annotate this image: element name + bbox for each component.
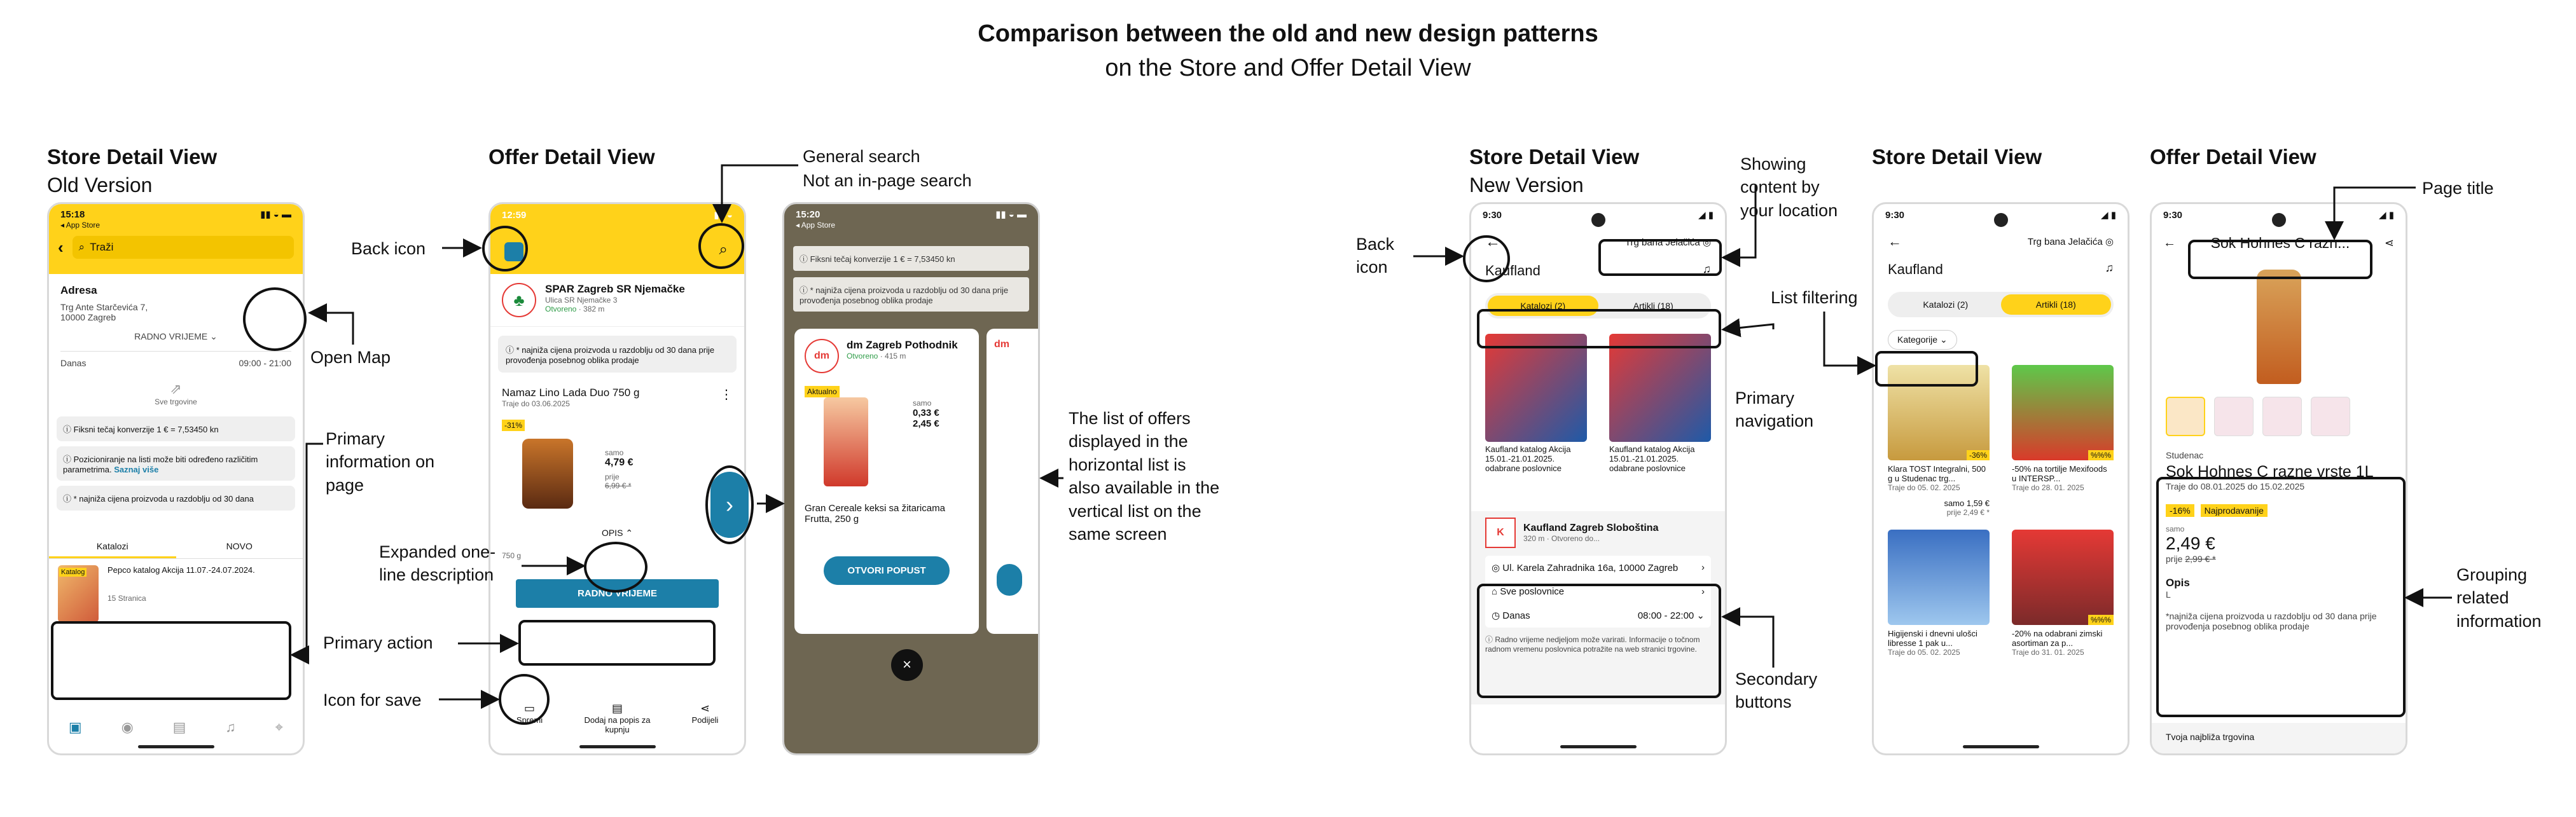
tab-catalogs[interactable]: Katalozi (2) [1923, 299, 1969, 310]
home-indicator [138, 745, 214, 748]
status-time: 15:18 [60, 209, 85, 220]
tab-catalogs[interactable]: Katalozi [49, 536, 176, 558]
store-title: Kaufland [1888, 261, 1943, 277]
arrow-primary-nav [1725, 324, 1773, 329]
product-valid: Traje do 05. 02. 2025 [1888, 648, 1960, 657]
arrow-secondary-buttons [1725, 617, 1773, 668]
diagram-subtitle: on the Store and Offer Detail View [1105, 55, 1471, 81]
address-row[interactable] [1485, 556, 1711, 580]
back-arrow-icon[interactable]: ← [2163, 236, 2176, 250]
more-icon[interactable]: ⋮ [720, 388, 733, 402]
share-button[interactable] [677, 702, 734, 734]
info-card-1: ⓘ Fiksni tečaj konverzije 1 € = 7,53450 kn [793, 246, 1029, 271]
opening-hours-button[interactable]: RADNO VRIJEME [516, 579, 719, 608]
product-name: -20% na odabrani zimski asortiman za p... [2012, 629, 2103, 648]
address-line-2: 10000 Zagreb [60, 312, 116, 322]
info-text-3: * najniža cijena proizvoda u razdoblju od 30 dana [73, 494, 254, 504]
price-only-label: samo [913, 399, 932, 408]
tab-new[interactable]: NOVO [226, 541, 253, 551]
home-indicator [579, 745, 656, 748]
list-icon[interactable]: ▤ [172, 719, 186, 735]
search-icon: ⌕ [78, 241, 85, 253]
gallery-thumb-3[interactable] [2262, 397, 2302, 436]
back-arrow-icon[interactable]: ← [1485, 233, 1500, 251]
status-time: 9:30 [1483, 209, 1502, 221]
discount-badge: -31% [502, 420, 525, 431]
description-value: L [2166, 589, 2171, 600]
chevron-right-icon: › [1701, 586, 1705, 597]
status-icons: ▮▮ ◒ [714, 210, 733, 221]
discount-badge: %%% [2088, 450, 2114, 460]
highlight-location [1598, 239, 1722, 276]
store-title: Kaufland [1485, 263, 1541, 278]
product-image [2012, 530, 2114, 625]
catalog-thumbnail [1485, 334, 1587, 442]
gallery-thumb-1[interactable] [2166, 397, 2205, 436]
today-hours: 09:00 - 21:00 [239, 358, 291, 368]
location-selector[interactable] [2028, 236, 2114, 247]
store-open-status: Otvoreno [847, 352, 878, 360]
store-distance: 415 m [885, 352, 906, 360]
catalog-title: Kaufland katalog Akcija 15.01.-21.01.2025. odabrane poslovnice [1609, 444, 1695, 473]
highlight-primary-action [518, 620, 716, 666]
clock-icon: ◷ [1492, 610, 1500, 621]
bestseller-badge: Najprodavanije [2201, 504, 2268, 517]
status-icons: ◢ ▮ [1698, 210, 1714, 221]
highlight-open-map [243, 287, 307, 351]
highlight-secondary-buttons [1477, 584, 1721, 698]
old-price-label: prije [2166, 554, 2183, 564]
discount-badge: %%% [2088, 615, 2114, 625]
tab-catalogs[interactable]: Katalozi (2) [1488, 296, 1598, 316]
chevron-down-icon: ⌄ [210, 331, 218, 341]
page-title: Sok Hohnes C razn... [2210, 235, 2350, 251]
diagram-title: Comparison between the old and new design patterns [978, 20, 1598, 47]
product-name: -50% na tortilje Mexifoods u INTERSP... [2012, 464, 2107, 483]
chevron-right-icon: › [1701, 562, 1705, 573]
home-icon[interactable]: ▣ [68, 719, 82, 735]
status-icons: ▮▮ ◒ ▬ [995, 209, 1027, 220]
today-label: Danas [60, 358, 87, 368]
highlight-page-title [2188, 240, 2372, 279]
home-indicator [1963, 745, 2039, 748]
discount-badge: -16% [2166, 504, 2194, 517]
store-name: dm Zagreb Pothodnik [847, 339, 958, 351]
calendar-icon: ▭ [523, 702, 535, 715]
address-line-1: Trg Ante Starčevića 7, [60, 302, 148, 312]
old-price: 6,99 € * [605, 481, 632, 490]
location-pin-icon: ◎ [2105, 237, 2114, 247]
search-placeholder: Traži [90, 241, 114, 253]
price: 4,79 € [605, 457, 634, 468]
search-icon[interactable]: ⌕ [719, 241, 728, 258]
product-item-2[interactable] [2012, 365, 2114, 517]
store-name: Kaufland Zagreb Sloboština [1523, 523, 1659, 533]
product-valid: Traje do 28. 01. 2025 [2012, 483, 2084, 492]
annotation-open-map: Open Map [310, 348, 391, 367]
product-image [2257, 270, 2301, 384]
product-image [2012, 365, 2114, 460]
status-icons: ▮▮ ◒ ▬ [260, 209, 291, 220]
share-icon: ⋖ [700, 702, 710, 715]
info-card-2: ⓘ Pozicioniranje na listi može biti određeno različitim parametrima. Saznaj više [57, 446, 295, 481]
save-label: Spremi [516, 715, 543, 725]
highlight-search-icon [698, 223, 744, 269]
location-icon[interactable]: ⌖ [275, 719, 284, 735]
chevron-down-icon: ⌄ [1696, 610, 1705, 621]
offers-icon[interactable]: ◉ [121, 719, 134, 735]
nearest-store-bar[interactable]: Tvoja najbliža trgovina [2152, 723, 2406, 753]
store-open-status: Otvoreno do... [1551, 534, 1600, 543]
store-name: SPAR Zagreb SR Njemačke [545, 283, 685, 295]
annotation-showing-content: Showing content by your location [1740, 154, 1838, 220]
address-label: Adresa [60, 284, 97, 296]
section-title-new-offer: Offer Detail View [2150, 145, 2316, 168]
product-image [522, 439, 573, 509]
info-text-2: * najniža cijena proizvoda u razdoblju od 30 dana prije provođenja posebnog oblika prodaje [800, 285, 1009, 305]
share-arrow-icon: ⇗ [170, 381, 182, 397]
phone-new-store: 9:30 ◢ ▮ ← Trg bana Jelačića ◎ Kaufland ♫ Katalozi (2) Artikli (18) Kaufland katalog Akcija 15.01.-21.01.2025. odabrane poslovnice Kaufland katalog Akcija 15.01.-21.01.2025. odabrane poslovnice K Kaufland Zagreb Sloboština 320 m · Otvoreno do... ◎ Ul. Karela Zahradnika 16a, 10000 Zagreb › ⌂ Sve poslovnice › ◷ Danas 08:00 - 22:00 ⌄ ⓘ Radno vrijeme nedjeljom može varirati. Informacije o točnom radnom vremenu poslovnica potražite na web stranici trgovine. [1469, 202, 1727, 755]
hours-value: 08:00 - 22:00 [1637, 610, 1694, 621]
hours-disclaimer-text: Radno vrijeme nedjeljom može varirati. Informacije o točnom radnom vremenu poslovnica potražite na web stranici trgovine. [1485, 635, 1700, 654]
annotation-primary-action: Primary action [323, 633, 433, 652]
highlight-primary-info [51, 621, 291, 700]
info-text-1: Fiksni tečaj konverzije 1 € = 7,53450 kn [73, 425, 219, 434]
app-store-link[interactable]: ◂ App Store [796, 221, 836, 230]
product-valid: Traje do 08.01.2025 do 15.02.2025 [2166, 481, 2305, 491]
product-valid: Traje do 03.06.2025 [502, 399, 570, 408]
info-card-1: ⓘ Fiksni tečaj konverzije 1 € = 7,53450 kn [57, 416, 295, 441]
all-stores-label: Sve trgovine [155, 397, 197, 406]
gallery-thumb-2[interactable] [2214, 397, 2254, 436]
info-card-3: ⓘ * najniža cijena proizvoda u razdoblju od 30 dana [57, 486, 295, 511]
catalog-title: Kaufland katalog Akcija 15.01.-21.01.2025. odabrane poslovnice [1485, 444, 1571, 473]
highlight-list-filtering [1875, 351, 1978, 387]
next-offer-card[interactable] [987, 329, 1040, 634]
store-address: Ulica SR Njemačke 3 [545, 296, 618, 305]
description-label: OPIS [601, 528, 623, 538]
annotation-page-title: Page title [2422, 179, 2494, 198]
hours-dropdown-label: RADNO VRIJEME [134, 331, 208, 341]
product-name: Namaz Lino Lada Duo 750 g [502, 387, 640, 399]
location-pin-icon: ◎ [1492, 563, 1500, 573]
arrow-open-map [312, 313, 353, 345]
button-fragment [997, 564, 1022, 596]
product-image [1888, 530, 1990, 625]
info-card: ⓘ * najniža cijena proizvoda u razdoblju od 30 dana prije provođenja posebnog oblika prodaje [498, 336, 737, 373]
annotation-secondary-buttons: Secondary buttons [1735, 669, 1818, 712]
all-stores-text: Sve poslovnice [1500, 586, 1565, 597]
description-toggle[interactable] [490, 528, 744, 539]
close-icon[interactable]: × [891, 649, 923, 681]
location-label: Trg bana Jelačića [2027, 237, 2103, 247]
dm-logo-icon: dm [805, 339, 839, 373]
catalog-title: Pepco katalog Akcija 11.07.-24.07.2024. [107, 565, 255, 575]
chevron-down-icon: ⌄ [1939, 334, 1948, 345]
phone-new-store-articles [1872, 202, 2129, 755]
store-distance: 320 m [1523, 534, 1545, 543]
annotation-back-icon-new: Back icon [1356, 235, 1395, 277]
search-input[interactable] [73, 236, 294, 259]
status-time: 15:20 [796, 209, 821, 220]
product-name: Higijenski i dnevni ulošci libresse 1 pak u... [1888, 629, 1977, 648]
discount-badge: -36% [1967, 450, 1990, 460]
old-price-label: prije [605, 472, 620, 481]
info-card-2: ⓘ * najniža cijena proizvoda u razdoblju od 30 dana prije provođenja posebnog oblika prodaje [793, 277, 1029, 312]
section-subtitle-new-store: New Version [1469, 174, 1584, 196]
product-item-4[interactable] [2012, 530, 2114, 657]
back-arrow-icon[interactable]: ← [1888, 233, 1902, 249]
location-pin-icon: ◎ [1702, 237, 1711, 248]
product-item-3[interactable] [1888, 530, 1990, 657]
add-to-list-button[interactable] [579, 702, 656, 734]
annotation-general-search: General search [803, 147, 920, 166]
annotation-back-icon: Back icon [351, 239, 426, 258]
annotation-grouping: Grouping related information [2456, 565, 2542, 631]
catalog-item-1[interactable] [1485, 334, 1587, 473]
address-text: Ul. Karela Zahradnika 16a, 10000 Zagreb [1502, 563, 1679, 573]
current-badge: Aktualno [805, 386, 840, 397]
hours-label: Danas [1502, 610, 1530, 621]
section-title-new-store-2: Store Detail View [1872, 145, 2042, 168]
store-open-status: Otvoreno [545, 305, 577, 313]
catalog-item[interactable] [49, 559, 303, 629]
home-indicator [1560, 745, 1637, 748]
section-title-new-store: Store Detail View [1469, 145, 1640, 168]
store-brand: Studenac [2166, 450, 2204, 460]
kaufland-logo-icon: K [1485, 518, 1516, 548]
camera [1591, 213, 1605, 227]
add-to-list-label: Dodaj na popis za kupnju [584, 715, 651, 734]
bell-icon[interactable]: ♫ [225, 719, 236, 735]
phone-old-offer: 12:59 ▮▮ ◒ ⌕ ♣ SPAR Zagreb SR Njemačke Ulica SR Njemačke 3 Otvoreno · 382 m ⓘ * najniža cijena proizvoda u razdoblju od 30 dana prije provođenja posebnog oblika prodaje Namaz Lino Lada Duo 750 g Traje do 03.06.2025 ⋮ -31% samo 4,79 € prije 6,99 € * OPIS ⌃ 750 g RADNO VRIJEME ▭ Spremi ▤ Dodaj na popis za kupnju ⋖ Podijeli [488, 202, 746, 755]
arrow-list-filtering [1824, 312, 1873, 366]
catalog-badge: Katalog [59, 568, 87, 577]
bell-icon[interactable]: ♫ [2105, 261, 2114, 274]
product-valid: Traje do 31. 01. 2025 [2012, 648, 2084, 657]
annotation-list-offers: The list of offers displayed in the horizontal list is also available in the vertical list on the same screen [1069, 409, 1220, 544]
share-icon[interactable]: ⋖ [2384, 237, 2394, 249]
highlight-description [584, 542, 647, 593]
highlight-save-icon [499, 674, 550, 725]
catalog-thumbnail [1609, 334, 1711, 442]
product-item-1[interactable] [1888, 365, 1990, 517]
tab-articles[interactable]: Artikli (18) [2001, 294, 2112, 315]
price-2: 2,45 € [913, 418, 939, 429]
annotation-expanded-desc: Expanded one-line description [379, 542, 496, 585]
info-text-2: Pozicioniranje na listi može biti određeno različitim parametrima. [63, 455, 258, 474]
price: 2,49 € [2166, 533, 2215, 553]
gallery-thumb-4[interactable] [2311, 397, 2350, 436]
status-time: 9:30 [2163, 209, 2183, 221]
description-label: Opis [2166, 577, 2190, 589]
location-label: Trg bana Jelačića [1624, 237, 1700, 248]
camera [1994, 213, 2008, 227]
highlight-back-icon-new [1463, 235, 1510, 282]
section-title-old-offer: Offer Detail View [488, 145, 655, 168]
product-weight: 750 g [502, 551, 522, 560]
phone-old-offer-overlay [782, 202, 1040, 755]
highlight-back-icon [482, 226, 528, 271]
bell-icon[interactable]: ♫ [1702, 263, 1711, 275]
open-discount-button[interactable]: OTVORI POPUST [824, 556, 950, 585]
offer-card[interactable]: dm dm Zagreb Pothodnik Otvoreno · 415 m Aktualno samo 0,33 € 2,45 € Gran Cereale keksi sa žitaricama Frutta, 250 g OTVORI POPUST [794, 329, 979, 634]
status-time: 9:30 [1885, 209, 1905, 221]
price-only-label: samo [605, 448, 624, 457]
category-filter-label: Kategorije [1897, 334, 1938, 345]
annotation-list-filtering: List filtering [1771, 288, 1858, 307]
annotation-primary-nav: Primary navigation [1735, 388, 1814, 431]
price-only-label: samo [2166, 525, 2185, 533]
product-valid: Traje do 05. 02. 2025 [1888, 483, 1960, 492]
highlight-grouping [2156, 477, 2406, 717]
chevron-up-icon: ⌃ [625, 528, 634, 538]
product-image [824, 397, 868, 486]
status-time: 12:59 [502, 209, 527, 221]
product-name: Klara TOST Integralni, 500 g u Studenac trg... [1888, 464, 1986, 483]
highlight-primary-nav [1477, 309, 1721, 348]
app-store-link[interactable]: ◂ App Store [60, 221, 100, 230]
hours-disclaimer: ⓘ Radno vrijeme nedjeljom može varirati. Informacije o točnom radnom vremenu poslovnica potražite na web stranici trgovine. [1485, 635, 1700, 654]
catalog-item-2[interactable] [1609, 334, 1711, 473]
share-label: Podijeli [691, 715, 719, 725]
store-icon: ⌂ [1492, 586, 1498, 597]
old-price: 2,99 € * [2185, 554, 2216, 564]
store-distance: 382 m [583, 305, 605, 313]
info-text-1: Fiksni tečaj konverzije 1 € = 7,53450 kn [810, 254, 955, 264]
annotation-primary-info: Primary information on page [326, 429, 435, 495]
tab-articles[interactable]: Artikli (18) [1633, 301, 1673, 311]
section-title-old-store: Store Detail View [47, 145, 218, 168]
next-arrow-icon[interactable]: › [710, 472, 749, 538]
price-1: 0,33 € [913, 408, 939, 418]
list-icon: ▤ [611, 702, 623, 715]
info-text: * najniža cijena proizvoda u razdoblju od 30 dana prije provođenja posebnog oblika prodaje [506, 345, 715, 365]
back-chevron-icon[interactable]: ‹ [58, 237, 64, 257]
spar-logo-icon: ♣ [502, 283, 536, 317]
status-icons: ◢ ▮ [2101, 210, 2116, 221]
product-name: Gran Cereale keksi sa žitaricama Frutta, 250 g [805, 503, 945, 525]
annotation-not-inpage: Not an in-page search [803, 171, 972, 190]
catalog-thumbnail [58, 565, 99, 622]
price-disclaimer: *najniža cijena proizvoda u razdoblju od 30 dana prije provođenja posebnog oblika prodaje [2166, 611, 2377, 631]
status-icons: ◢ ▮ [2379, 210, 2394, 221]
product-name: Sok Hohnes C razne vrste 1L [2166, 463, 2374, 481]
dm-logo-icon: dm [994, 339, 1009, 350]
all-stores-button[interactable] [60, 381, 291, 406]
category-filter[interactable] [1888, 330, 1957, 350]
catalog-pages: 15 Stranica [107, 594, 146, 603]
annotation-icon-save: Icon for save [323, 690, 422, 710]
camera [2272, 213, 2286, 227]
section-subtitle-old-store: Old Version [47, 174, 153, 196]
learn-more-link[interactable]: Saznaj više [114, 465, 159, 474]
product-price: samo 1,59 € [1944, 498, 1990, 508]
product-old-price: prije 2,49 € * [1946, 508, 1990, 517]
